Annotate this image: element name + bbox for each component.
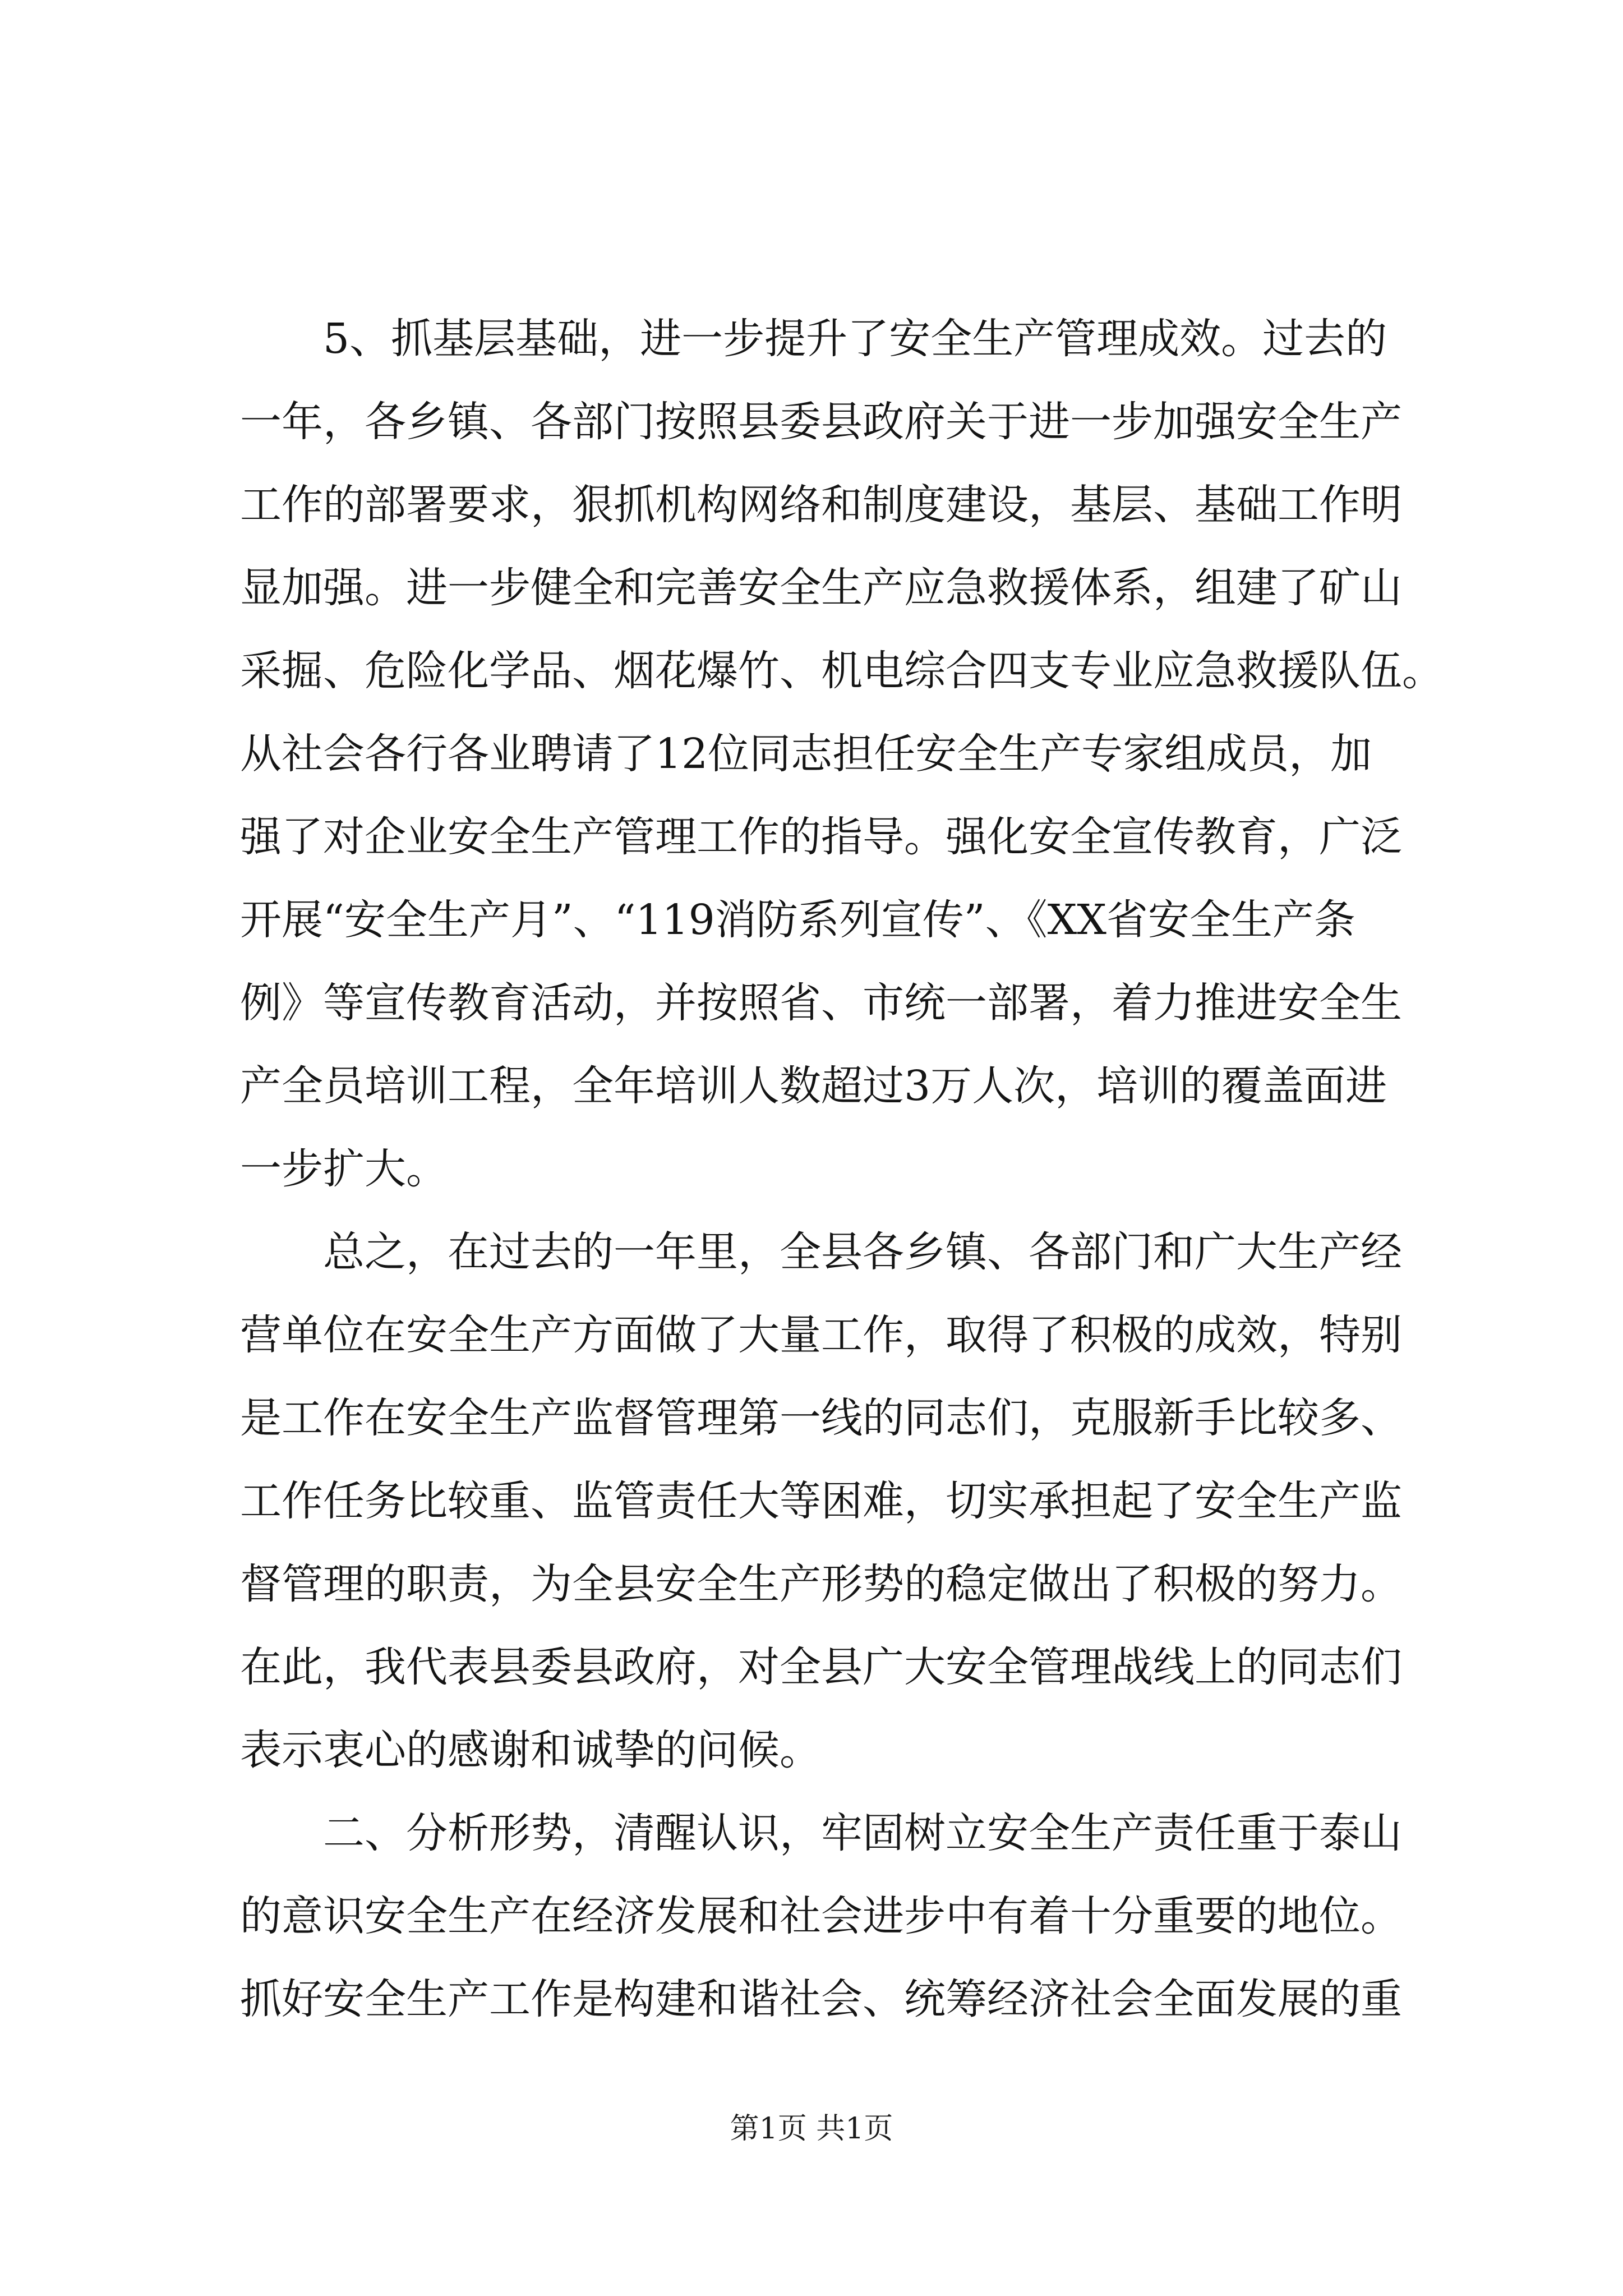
paragraph-line: 是工作在安全生产监督管理第一线的同志们，克服新手比较多、 xyxy=(240,1394,1402,1442)
paragraph-line: 督管理的职责，为全县安全生产形势的稳定做出了积极的努力。 xyxy=(240,1560,1402,1608)
paragraph-line: 从社会各行各业聘请了12位同志担任安全生产专家组成员，加 xyxy=(240,730,1372,778)
paragraph-2 xyxy=(240,1211,1418,1792)
paragraph-line: 抓好安全生产工作是构建和谐社会、统筹经济社会全面发展的重 xyxy=(240,1975,1402,2023)
paragraph-line: 营单位在安全生产方面做了大量工作，取得了积极的成效，特别 xyxy=(240,1311,1402,1359)
paragraph-line: 工作的部署要求，狠抓机构网络和制度建设，基层、基础工作明 xyxy=(240,481,1402,529)
paragraph-3 xyxy=(240,1792,1418,2041)
document-body xyxy=(240,297,1444,2041)
paragraph-line: 工作任务比较重、监管责任大等困难，切实承担起了安全生产监 xyxy=(240,1477,1402,1525)
paragraph-line: 在此，我代表县委县政府，对全县广大安全管理战线上的同志们 xyxy=(240,1643,1402,1691)
paragraph-line: 总之，在过去的一年里，全县各乡镇、各部门和广大生产经 xyxy=(323,1228,1402,1276)
paragraph-line: 一步扩大。 xyxy=(240,1145,448,1193)
paragraph-line: 二、分析形势，清醒认识，牢固树立安全生产责任重于泰山 xyxy=(323,1809,1402,1857)
paragraph-1 xyxy=(240,297,1444,1211)
paragraph-line: 例》等宣传教育活动，并按照省、市统一部署，着力推进安全生 xyxy=(240,979,1402,1027)
paragraph-line: 表示衷心的感谢和诚挚的问候。 xyxy=(240,1726,821,1774)
paragraph-line: 的意识安全生产在经济发展和社会进步中有着十分重要的地位。 xyxy=(240,1892,1402,1940)
paragraph-line: 一年，各乡镇、各部门按照县委县政府关于进一步加强安全生产 xyxy=(240,398,1402,446)
paragraph-line: 5、抓基层基础，进一步提升了安全生产管理成效。过去的 xyxy=(323,315,1387,363)
paragraph-line: 采掘、危险化学品、烟花爆竹、机电综合四支专业应急救援队伍。 xyxy=(240,647,1444,695)
page-number-label: 第1页 共1页 xyxy=(730,2112,893,2146)
paragraph-line: 开展“安全生产月”、“119消防系列宣传”、《XX省安全生产条 xyxy=(240,896,1355,944)
page-footer xyxy=(0,2109,1623,2148)
paragraph-line: 强了对企业安全生产管理工作的指导。强化安全宣传教育，广泛 xyxy=(240,813,1402,861)
paragraph-line: 产全员培训工程，全年培训人数超过3万人次，培训的覆盖面进 xyxy=(240,1062,1387,1110)
paragraph-line: 显加强。进一步健全和完善安全生产应急救援体系，组建了矿山 xyxy=(240,564,1402,612)
